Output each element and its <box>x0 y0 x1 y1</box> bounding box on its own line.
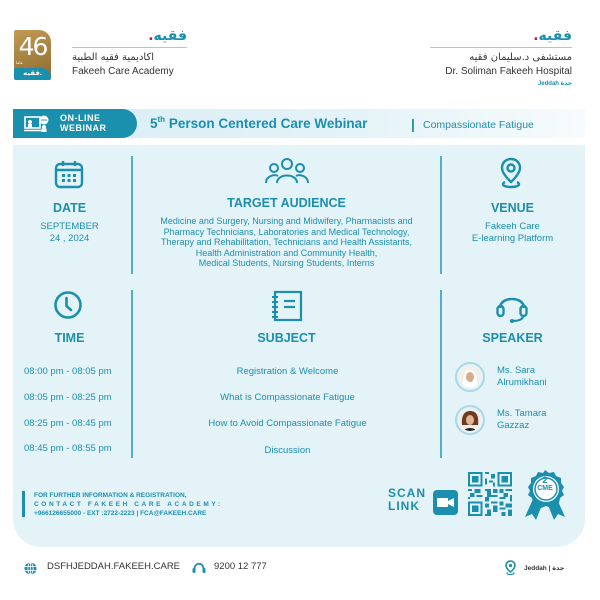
agenda-time-4: 08:45 pm - 08:55 pm <box>24 443 112 454</box>
academy-logo-text: فقيه <box>153 28 187 44</box>
cme-number: 2 <box>542 475 548 485</box>
agenda-subject-2: What is Compassionate Fatigue <box>220 392 355 403</box>
headset-icon <box>495 289 529 323</box>
subject-title: SUBJECT <box>257 331 316 345</box>
speaker-avatar <box>459 366 481 388</box>
accent-bar <box>22 491 25 517</box>
qr-code[interactable] <box>468 472 512 516</box>
hospital-logo <box>430 28 572 89</box>
logo-dot: . <box>533 28 539 44</box>
agenda-time-3: 08:25 pm - 08:45 pm <box>24 418 112 429</box>
footer-location: Jeddah | جدة <box>524 565 565 572</box>
target-audience-title: TARGET AUDIENCE <box>227 196 346 210</box>
notebook-icon <box>271 290 303 322</box>
calendar-icon <box>54 159 84 189</box>
website-link[interactable]: DSFHJEDDAH.FAKEEH.CARE <box>47 561 181 572</box>
globe-icon <box>24 562 37 575</box>
agenda-subject-1: Registration & Welcome <box>236 366 339 377</box>
date-day-year: 24 , 2024 <box>49 233 90 244</box>
academy-logo <box>72 28 187 79</box>
cme-label: CME <box>537 485 553 492</box>
people-icon <box>264 157 310 185</box>
video-camera-icon <box>433 490 458 515</box>
date-title: DATE <box>52 201 87 215</box>
webinar-title: 5th Person Centered Care Webinar <box>150 115 368 131</box>
date-month: SEPTEMBER <box>40 221 99 232</box>
logo-dot: . <box>148 28 154 44</box>
speaker-name: Ms. Sara <box>497 365 536 376</box>
venue-line2: E-learning Platform <box>471 233 554 244</box>
venue-line1: Fakeeh Care <box>485 221 540 232</box>
phone-number[interactable]: 9200 12 777 <box>214 561 267 572</box>
speaker-name: Ms. Tamara <box>497 408 547 419</box>
agenda-time-1: 08:00 pm - 08:05 pm <box>24 366 112 377</box>
divider <box>131 290 133 458</box>
location-pin-icon <box>505 560 516 575</box>
speaker-title: SPEAKER <box>482 331 543 345</box>
time-title: TIME <box>54 331 85 345</box>
clock-icon <box>53 290 83 320</box>
anniversary-46-badge <box>14 30 51 80</box>
target-audience-list: Medicine and Surgery, Nursing and Midwifery, Pharmacists and Pharmacy Technicians, Laboratories and Medical Technology, Therapy and Rehabilitation, Technicians and Health Assistants, Health Administration and Community Health, Medical Students, Nursing Students, Interns <box>160 216 413 268</box>
online-presentation-icon <box>24 115 50 132</box>
badge-subtitle: عاما <box>16 60 23 65</box>
contact-line2: CONTACT FAKEEH CARE ACADEMY: <box>34 501 223 508</box>
agenda-subject-3: How to Avoid Compassionate Fatigue <box>208 418 367 429</box>
title-separator: | <box>411 116 415 132</box>
online-webinar-pill <box>13 109 137 138</box>
hospital-arabic-name: مستشفى د.سليمان فقيه <box>469 52 572 63</box>
hospital-english-name: Dr. Soliman Fakeeh Hospital <box>445 66 572 77</box>
speaker-avatar <box>459 409 481 431</box>
webinar-banner <box>13 109 585 138</box>
pill-line2: WEBINAR <box>60 123 107 133</box>
contact-info <box>34 491 223 518</box>
badge-number: 46 <box>18 32 47 61</box>
hospital-logo-text: فقيه <box>538 28 572 44</box>
hospital-city: Jeddah جدة <box>537 81 572 87</box>
contact-line1: FOR FURTHER INFORMATION & REGISTRATION, <box>34 492 187 499</box>
pill-line1: ON-LINE <box>60 113 101 123</box>
divider <box>72 47 187 48</box>
speaker-surname: Alrumikhani <box>497 377 547 388</box>
badge-footer: فقيه. <box>14 68 51 80</box>
academy-english-name: Fakeeh Care Academy <box>72 66 174 77</box>
scan-link-label: SCAN LINK <box>388 486 427 513</box>
venue-title: VENUE <box>490 201 535 215</box>
agenda-time-2: 08:05 pm - 08:25 pm <box>24 392 112 403</box>
divider <box>440 156 442 274</box>
divider <box>430 47 572 48</box>
agenda-subject-4: Discussion <box>264 445 311 456</box>
academy-arabic-name: اكاديمية فقيه الطبية <box>72 52 154 63</box>
contact-phone-email[interactable]: +966126655000 - EXT :2722-2223 | FCA@FAKEEH.CARE <box>34 510 207 517</box>
location-pin-icon <box>500 157 522 189</box>
webinar-subtitle: Compassionate Fatigue <box>423 119 534 131</box>
speaker-surname: Gazzaz <box>497 420 530 431</box>
headset-icon <box>192 560 206 576</box>
